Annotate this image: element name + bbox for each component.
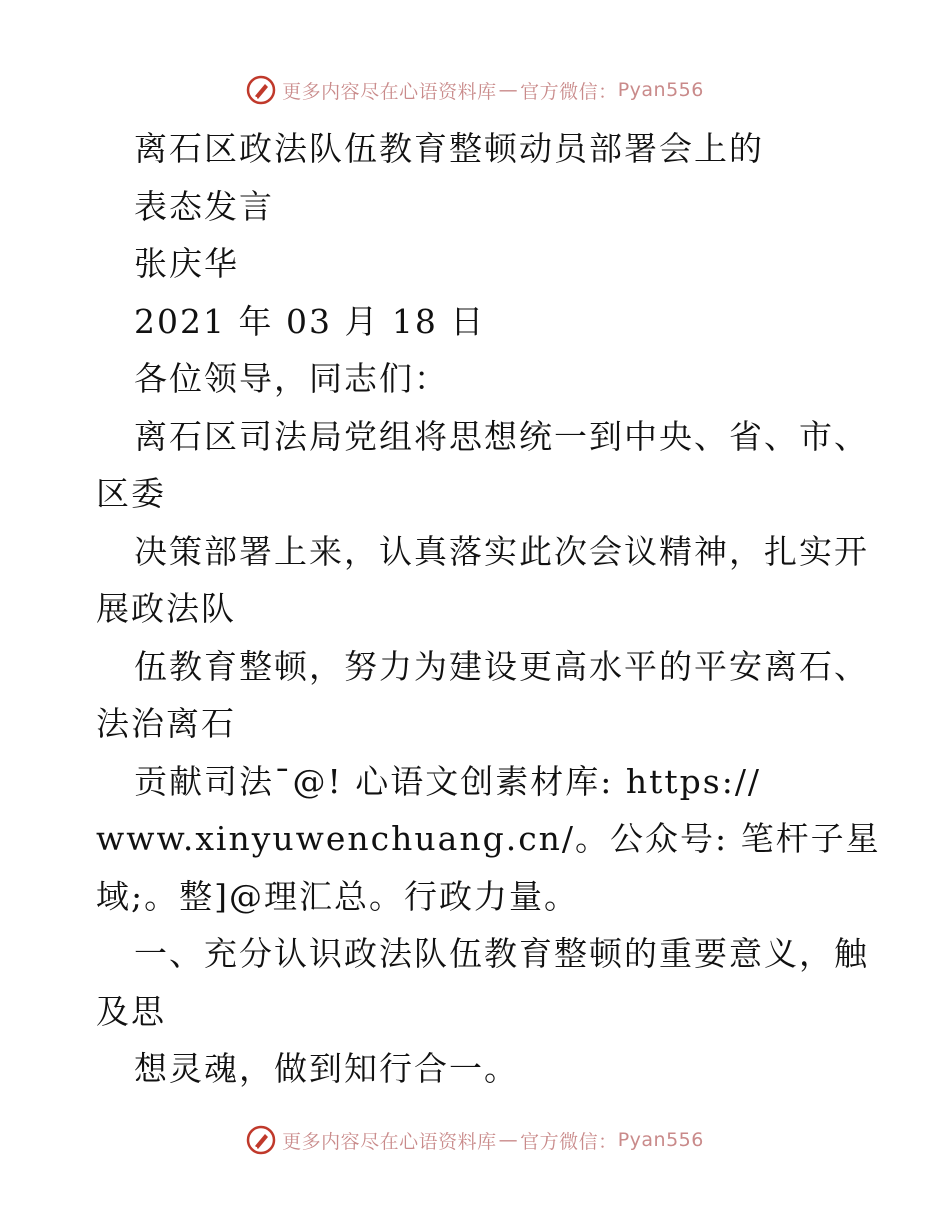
paragraph-line: 贡献司法¯@! 心语文创素材库: https:// bbox=[134, 761, 762, 801]
paragraph-line: 展政法队 bbox=[96, 589, 236, 628]
paragraph-line: 决策部署上来，认真落实此次会议精神，扎实开 bbox=[134, 531, 869, 571]
section-heading-line: 想灵魂，做到知行合一。 bbox=[134, 1049, 519, 1088]
paragraph-line: 法治离石 bbox=[96, 704, 236, 743]
paragraph-line: 离石区司法局党组将思想统一到中央、省、市、 bbox=[134, 416, 869, 456]
paragraph-line: 区委 bbox=[96, 474, 166, 513]
watermark-text: 更多内容尽在心语资料库 bbox=[282, 1130, 497, 1153]
paragraph-line: 域;。整]@理汇总。行政力量。 bbox=[96, 876, 579, 916]
document-body bbox=[96, 120, 881, 1098]
header-watermark bbox=[0, 72, 950, 108]
author: 张庆华 bbox=[134, 244, 239, 283]
section-heading-line: 一、充分认识政法队伍教育整顿的重要意义，触 bbox=[134, 934, 869, 973]
watermark-dash: — bbox=[498, 1129, 519, 1151]
pen-logo-icon bbox=[246, 75, 276, 105]
pen-logo-icon bbox=[246, 1125, 276, 1155]
paragraph-line: 伍教育整顿，努力为建设更高水平的平安离石、 bbox=[134, 646, 869, 686]
watermark-wechat-label: 官方微信： bbox=[520, 1130, 618, 1153]
watermark-text: 更多内容尽在心语资料库 bbox=[282, 80, 497, 103]
date: 2021 年 03 月 18 日 bbox=[134, 301, 486, 341]
section-heading-line: 及思 bbox=[96, 991, 166, 1031]
title-line-2: 表态发言 bbox=[134, 186, 274, 226]
footer-watermark bbox=[0, 1122, 950, 1158]
watermark-wechat-id: Pyan556 bbox=[617, 1129, 704, 1151]
watermark-wechat-label: 官方微信： bbox=[520, 80, 618, 103]
paragraph-line: www.xinyuwenchuang.cn/。公众号: 笔杆子星 bbox=[96, 819, 881, 858]
title-line-1: 离石区政法队伍教育整顿动员部署会上的 bbox=[134, 129, 764, 168]
watermark-dash: — bbox=[498, 79, 519, 101]
watermark-wechat-id: Pyan556 bbox=[617, 79, 704, 101]
salutation: 各位领导，同志们： bbox=[134, 359, 449, 398]
